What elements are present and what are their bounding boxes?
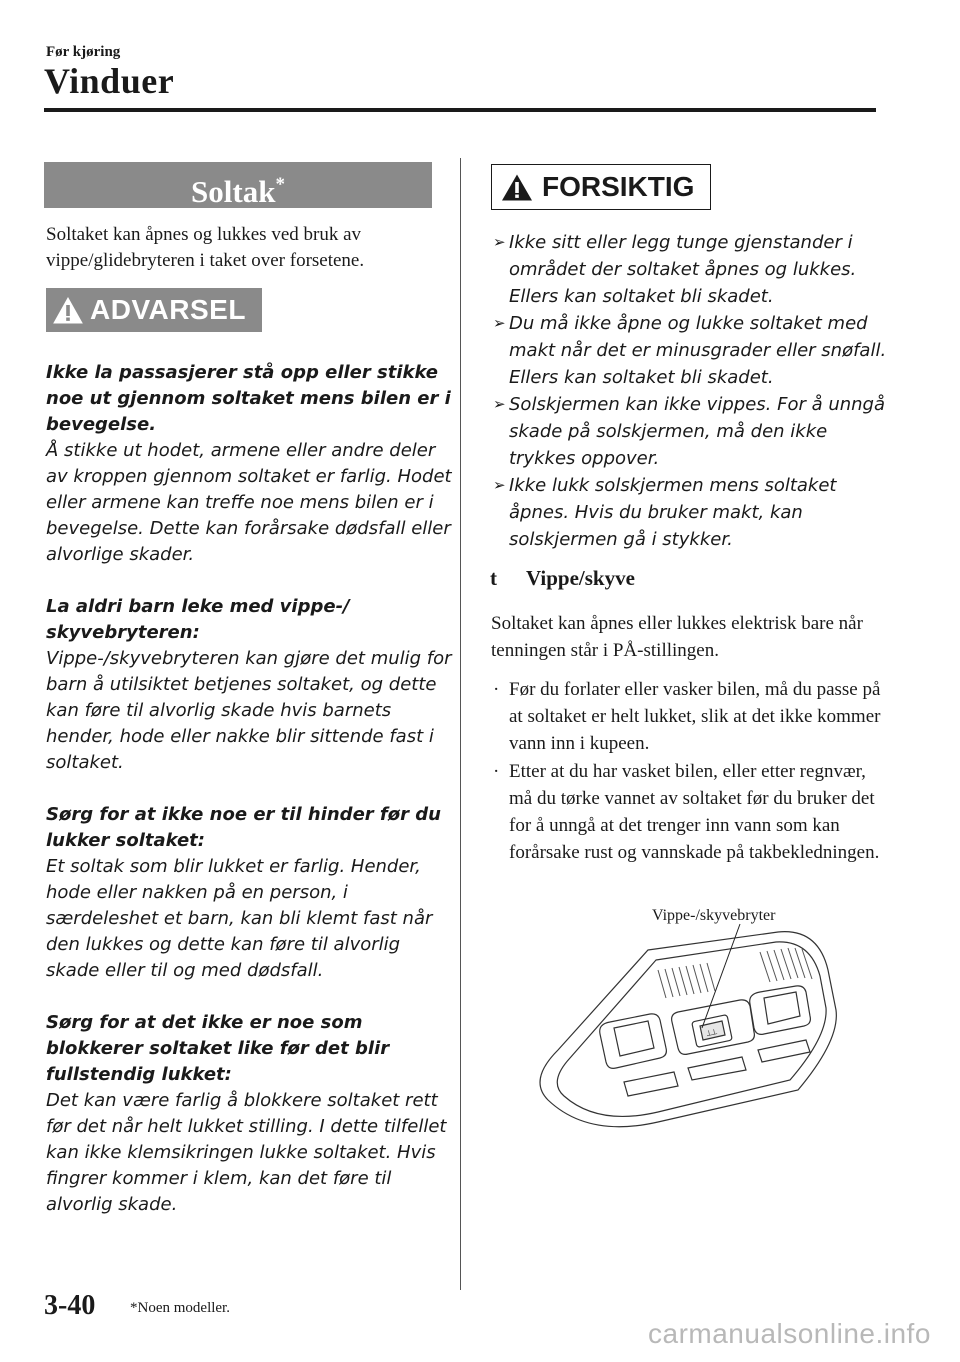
caution-label-text: FORSIKTIG [542, 171, 695, 202]
subsection-marker: t [490, 566, 497, 590]
bullet-text: Før du forlater eller vasker bilen, må du passe på at soltaket er helt lukket, slik at det ikke kommer vann inn i kupeen. [509, 679, 881, 754]
watermark: carmanualsonline.info [648, 1318, 931, 1349]
caution-item [493, 229, 888, 310]
overhead-console-illustration [528, 900, 848, 1140]
caution-item [493, 391, 888, 472]
page-number: 3-40 [44, 1290, 96, 1321]
warning-paragraph-text: Et soltak som blir lukket er farlig. Hender, hode eller nakken på en person, i særdeleshet et barn, kan bli klemt fast når den lukkes og dette kan føre til alvorlig skade eller til og med dødsfall. [46, 856, 433, 981]
warning-icon [46, 297, 90, 324]
section-intro: Soltaket kan åpnes og lukkes ved bruk av vippe/glidebryteren i taket over forsetene. [46, 224, 365, 271]
warning-paragraph-text: Det kan være farlig å blokkere soltaket rett før det når helt lukket stilling. I dette tilfellet kan ikke klemsikringen lukke soltaket. Hvis fingrer kommer i klem, kan det føre til alvorlig skade. [46, 1090, 447, 1215]
warning-paragraph-text: Å stikke ut hodet, armene eller andre deler av kroppen gjennom soltaket er farlig. Hodet eller armene kan treffe noe mens bilen er i bevegelse. Dette kan forårsake dødsfall eller alvorlige skader. [46, 440, 452, 565]
bullet-item [491, 676, 891, 757]
arrow-bullet-icon: ➢ [493, 314, 506, 332]
figure-label: Vippe-/skyvebryter [652, 907, 776, 924]
column-divider [460, 158, 461, 1290]
warning-paragraph-heading: Sørg for at ikke noe er til hinder før du lukker soltaket: [46, 804, 441, 851]
caution-list [493, 229, 888, 553]
svg-text:⟂⟂: ⟂⟂ [705, 1027, 718, 1039]
section-title: Soltak [191, 174, 276, 209]
arrow-bullet-icon: ➢ [493, 476, 506, 494]
warning-label-text: ADVARSEL [90, 294, 246, 325]
caution-icon [492, 173, 542, 202]
warning-paragraph-text: Vippe-/skyvebryteren kan gjøre det mulig for barn å utilsiktet betjenes soltaket, og dette kan føre til alvorlig skade hvis barnets hender, hode eller nakke blir sittende fast i soltaket. [46, 648, 452, 773]
caution-item-text: Ikke sitt eller legg tunge gjenstander i området der soltaket åpnes og lukkes. Ellers kan soltaket bli skadet. [509, 232, 857, 307]
caution-item [493, 472, 888, 553]
warning-body [46, 360, 456, 1244]
bullet-mark: · [493, 679, 500, 700]
caution-item-text: Solskjermen kan ikke vippes. For å unngå skade på solskjermen, må den ikke trykkes oppover. [509, 394, 886, 469]
warning-paragraph [46, 360, 456, 568]
bullet-mark: · [493, 761, 500, 782]
subsection-heading [490, 566, 635, 591]
page-title: Vinduer [44, 61, 175, 101]
warning-label [46, 288, 262, 332]
warning-paragraph-heading: La aldri barn leke med vippe-/ skyvebryteren: [46, 596, 350, 643]
warning-paragraph-heading: Ikke la passasjerer stå opp eller stikke noe ut gjennom soltaket mens bilen er i bevegelse. [46, 362, 451, 435]
arrow-bullet-icon: ➢ [493, 233, 506, 251]
warning-paragraph [46, 594, 456, 776]
section-banner [44, 162, 432, 208]
header-rule [44, 108, 876, 112]
warning-paragraph [46, 802, 456, 984]
caution-label [491, 164, 711, 210]
subsection-title: Vippe/skyve [526, 566, 635, 590]
subsection-bullets [491, 676, 891, 867]
bullet-item [491, 758, 891, 866]
caution-item-text: Ikke lukk solskjermen mens soltaket åpnes. Hvis du bruker makt, kan solskjermen gå i stykker. [509, 475, 837, 550]
footnote: *Noen modeller. [130, 1300, 230, 1316]
subsection-text: Soltaket kan åpnes eller lukkes elektrisk bare når tenningen står i PÅ-stillingen. [491, 613, 863, 661]
section-title-marker: * [275, 174, 285, 195]
caution-item [493, 310, 888, 391]
breadcrumb: Før kjøring [46, 44, 121, 60]
caution-item-text: Du må ikke åpne og lukke soltaket med makt når det er minusgrader eller snøfall. Ellers kan soltaket bli skadet. [509, 313, 887, 388]
warning-paragraph [46, 1010, 456, 1218]
bullet-text: Etter at du har vasket bilen, eller etter regnvær, må du tørke vannet av soltaket før du bruker det for å unngå at det trenger inn vann som kan forårsake rust og vannskade på takbekledningen. [509, 761, 880, 863]
arrow-bullet-icon: ➢ [493, 395, 506, 413]
warning-paragraph-heading: Sørg for at det ikke er noe som blokkerer soltaket like før det blir fullstendig lukket: [46, 1012, 390, 1085]
